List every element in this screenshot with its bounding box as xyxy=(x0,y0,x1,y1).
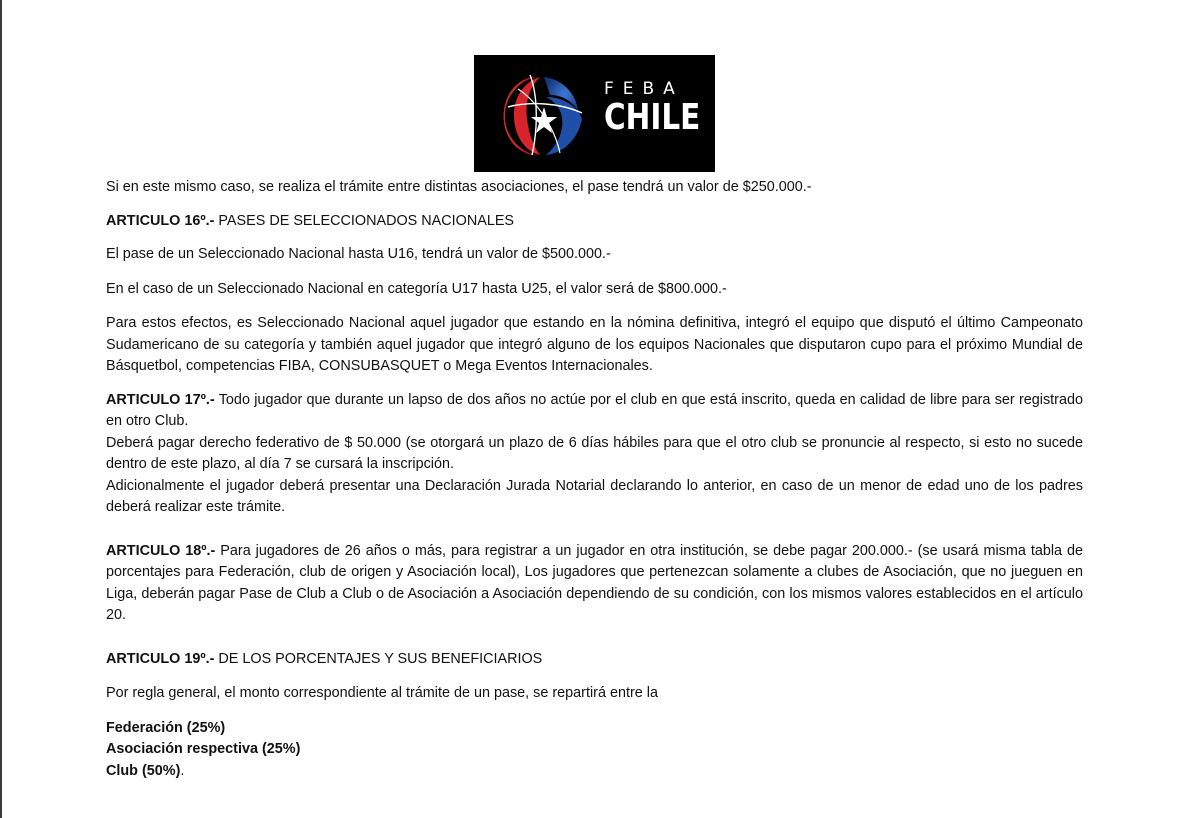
article-17-paragraph-2: Deberá pagar derecho federativo de $ 50.000 (se otorgará un plazo de 6 días hábiles para que el otro club se pronuncie al respecto, si esto no sucede dentro de este plazo, al día 7 se cursará la inscripción. xyxy=(106,434,1083,472)
share-club: Club (50%) xyxy=(106,762,181,779)
article-18-text: Para jugadores de 26 años o más, para registrar a un jugador en otra institución, se debe pagar 200.000.- (se usará misma tabla de porcentajes para Federación, club de origen y Asociación local), Los jugadores que pertenezcan solamente a clubes de Asociación, que no jueguen en Liga, deberán pagar Pase de Club a Club o de Asociación a Asociación dependiendo de su condición, con los mismos valores establecidos en el artículo 20. xyxy=(106,542,1083,623)
article-19-label: ARTICULO 19º.- xyxy=(106,650,215,667)
article-16-paragraph-2: En el caso de un Seleccionado Nacional en categoría U17 hasta U25, el valor será de $800.000.- xyxy=(106,280,727,297)
share-asociacion: Asociación respectiva (25%) xyxy=(106,741,301,757)
logo-text-chile: CHILE xyxy=(604,97,701,138)
article-17-paragraph-3: Adicionalmente el jugador deberá presentar una Declaración Jurada Notarial declarando lo anterior, en caso de un menor de edad uno de los padres deberá realizar este trámite. xyxy=(106,477,1083,515)
article-16-paragraph-3: Para estos efectos, es Seleccionado Nacional aquel jugador que estando en la nómina definitiva, integró el equipo que disputó el último Campeonato Sudamericano de su categoría y también aquel jugador que integró alguno de los equipos Nacionales que disputaron cupo para el próximo Mundial de Básquetbol, competencias FIBA, CONSUBASQUET o Mega Eventos Internacionales. xyxy=(106,315,1083,374)
share-federacion: Federación (25%) xyxy=(106,719,226,736)
feba-chile-logo xyxy=(474,55,715,172)
article-17-text-1: Todo jugador que durante un lapso de dos años no actúe por el club en que está inscrito, queda en calidad de libre para ser registrado en otro Club. xyxy=(106,391,1083,429)
article-17-paragraph-1 xyxy=(106,390,1083,433)
logo-text-feba: FEBA xyxy=(604,79,684,99)
article-16-heading xyxy=(106,211,1083,233)
page-left-edge xyxy=(0,0,2,818)
document-body xyxy=(106,177,1083,782)
article-19-title: DE LOS PORCENTAJES Y SUS BENEFICIARIOS xyxy=(214,650,543,667)
paragraph-pase-asociaciones: Si en este mismo caso, se realiza el trámite entre distintas asociaciones, el pase tendrá un valor de $250.000.- xyxy=(106,179,812,195)
article-19-intro: Por regla general, el monto correspondiente al trámite de un pase, se repartirá entre la xyxy=(106,685,658,701)
share-club-period: . xyxy=(180,762,185,779)
article-17-label: ARTICULO 17º.- xyxy=(106,391,215,408)
article-18-paragraph xyxy=(106,541,1083,627)
article-18-label: ARTICULO 18º.- xyxy=(106,542,216,559)
article-16-title: PASES DE SELECCIONADOS NACIONALES xyxy=(214,212,515,229)
share-club-line xyxy=(106,761,1083,783)
article-16-label: ARTICULO 16º.- xyxy=(106,212,215,229)
article-16-paragraph-1: El pase de un Seleccionado Nacional hasta U16, tendrá un valor de $500.000.- xyxy=(106,246,611,262)
article-19-heading xyxy=(106,649,1083,671)
